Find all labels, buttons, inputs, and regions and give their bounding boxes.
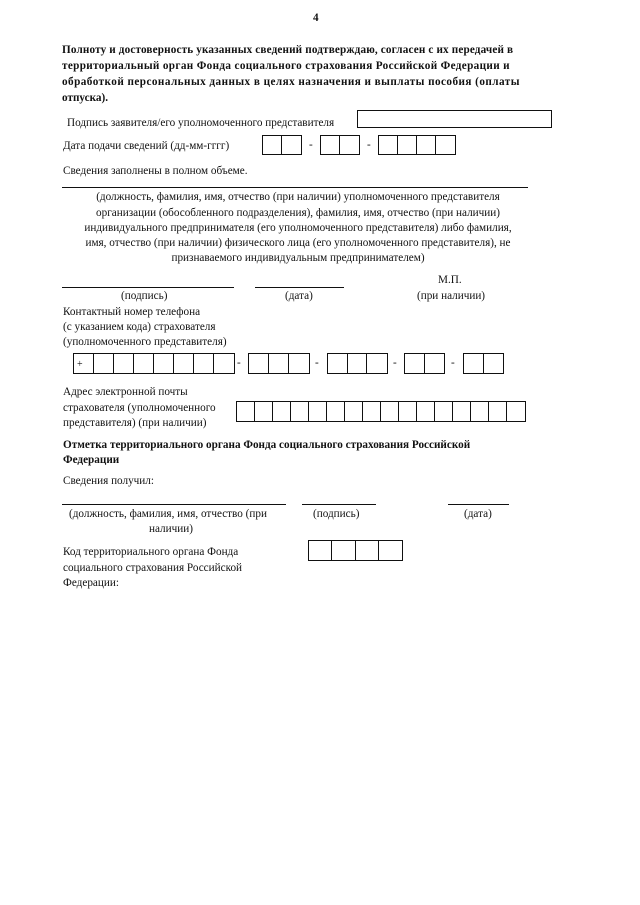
phone-code-cells[interactable] bbox=[248, 353, 310, 374]
email-char-cell[interactable] bbox=[363, 402, 381, 421]
applicant-signature-field[interactable] bbox=[357, 110, 552, 128]
date-day-digit-2[interactable] bbox=[282, 136, 301, 154]
fss-code-label-1: Код территориального органа Фонда bbox=[63, 546, 239, 558]
phone-digit[interactable] bbox=[348, 354, 368, 373]
email-char-cell[interactable] bbox=[309, 402, 327, 421]
phone-digit[interactable] bbox=[269, 354, 289, 373]
phone-digit[interactable] bbox=[194, 354, 214, 373]
email-char-cell[interactable] bbox=[381, 402, 399, 421]
position-caption-2: организации (обособленного подразделения), фамилия, имя, отчество (при наличии) bbox=[96, 207, 500, 219]
fss-code-digit-1[interactable] bbox=[309, 541, 332, 560]
phone-label-3: (уполномоченного представителя) bbox=[63, 336, 227, 348]
received-label: Сведения получил: bbox=[63, 475, 154, 487]
fss-code-label-3: Федерации: bbox=[63, 577, 119, 589]
date-year-digit-1[interactable] bbox=[379, 136, 398, 154]
email-char-cell[interactable] bbox=[237, 402, 255, 421]
date-month-digit-1[interactable] bbox=[321, 136, 340, 154]
phone-plus-sign: + bbox=[77, 359, 83, 370]
date-line[interactable] bbox=[255, 287, 344, 288]
phone-digit[interactable] bbox=[214, 354, 234, 373]
position-caption-1: (должность, фамилия, имя, отчество (при наличии) уполномоченного представителя bbox=[96, 191, 500, 203]
date-year-digit-3[interactable] bbox=[417, 136, 436, 154]
received-caption-2: наличии) bbox=[149, 523, 193, 535]
phone-digit[interactable] bbox=[154, 354, 174, 373]
email-char-cell[interactable] bbox=[453, 402, 471, 421]
phone-digit[interactable] bbox=[174, 354, 194, 373]
phone-digit[interactable] bbox=[484, 354, 504, 373]
email-label-1: Адрес электронной почты bbox=[63, 386, 188, 398]
date-year-cells[interactable] bbox=[378, 135, 456, 155]
phone-digit[interactable] bbox=[425, 354, 445, 373]
phone-label-2: (с указанием кода) страхователя bbox=[63, 321, 216, 333]
date-year-digit-2[interactable] bbox=[398, 136, 417, 154]
confirmation-line-1: Полноту и достоверность указанных сведений подтверждаю, согласен с их передачей в bbox=[62, 44, 514, 56]
phone-plus-cell bbox=[74, 354, 94, 373]
position-caption-3: индивидуального предпринимателя (его уполномоченного представителя) либо фамилия, bbox=[84, 222, 512, 234]
received-signature-line[interactable] bbox=[302, 504, 376, 505]
date-separator-2: - bbox=[367, 139, 371, 151]
fss-code-digit-4[interactable] bbox=[379, 541, 402, 560]
phone-country-cells[interactable] bbox=[73, 353, 235, 374]
email-label-3: представителя) (при наличии) bbox=[63, 417, 207, 429]
position-name-line[interactable] bbox=[62, 187, 528, 188]
fss-heading-2: Федерации bbox=[63, 454, 120, 466]
completeness-statement: Сведения заполнены в полном объеме. bbox=[63, 165, 248, 177]
fss-code-digit-2[interactable] bbox=[332, 541, 355, 560]
phone-separator-1: - bbox=[237, 357, 241, 369]
applicant-signature-label: Подпись заявителя/его уполномоченного представителя bbox=[67, 117, 335, 129]
received-date-caption: (дата) bbox=[464, 508, 492, 520]
email-char-cell[interactable] bbox=[345, 402, 363, 421]
seal-if-any-caption: (при наличии) bbox=[417, 290, 486, 302]
date-day-digit-1[interactable] bbox=[263, 136, 282, 154]
phone-digit[interactable] bbox=[94, 354, 114, 373]
email-char-cell[interactable] bbox=[291, 402, 309, 421]
fss-code-cells[interactable] bbox=[308, 540, 403, 561]
received-date-line[interactable] bbox=[448, 504, 509, 505]
phone-separator-4: - bbox=[451, 357, 455, 369]
seal-label: М.П. bbox=[438, 274, 462, 286]
phone-separator-3: - bbox=[393, 357, 397, 369]
phone-number-part-2-cells[interactable] bbox=[404, 353, 445, 374]
date-separator-1: - bbox=[309, 139, 313, 151]
phone-separator-2: - bbox=[315, 357, 319, 369]
received-signature-caption: (подпись) bbox=[313, 508, 360, 520]
date-month-digit-2[interactable] bbox=[340, 136, 359, 154]
email-char-cell[interactable] bbox=[327, 402, 345, 421]
received-position-line[interactable] bbox=[62, 504, 286, 505]
confirmation-line-3: обработкой персональных данных в целях назначения и выплаты пособия (оплаты bbox=[62, 76, 520, 88]
phone-number-part-3-cells[interactable] bbox=[463, 353, 504, 374]
phone-digit[interactable] bbox=[328, 354, 348, 373]
date-day-cells[interactable] bbox=[262, 135, 302, 155]
email-char-cell[interactable] bbox=[489, 402, 507, 421]
fss-heading-1: Отметка территориального органа Фонда социального страхования Российской bbox=[63, 439, 471, 451]
date-month-cells[interactable] bbox=[320, 135, 360, 155]
signature-line[interactable] bbox=[62, 287, 234, 288]
confirmation-line-4: отпуска). bbox=[62, 92, 108, 104]
email-char-cell[interactable] bbox=[273, 402, 291, 421]
phone-label-1: Контактный номер телефона bbox=[63, 306, 201, 318]
phone-digit[interactable] bbox=[405, 354, 425, 373]
phone-digit[interactable] bbox=[289, 354, 309, 373]
signature-caption: (подпись) bbox=[121, 290, 168, 302]
phone-digit[interactable] bbox=[464, 354, 484, 373]
phone-number-part-1-cells[interactable] bbox=[327, 353, 388, 374]
position-caption-5: признаваемого индивидуальным предпринимателем) bbox=[171, 252, 425, 264]
page-number: 4 bbox=[313, 12, 319, 24]
submission-date-label: Дата подачи сведений (дд-мм-гггг) bbox=[63, 140, 230, 152]
position-caption-4: имя, отчество (при наличии) физического лица (его уполномоченного представителя), не bbox=[85, 237, 511, 249]
phone-digit[interactable] bbox=[367, 354, 387, 373]
email-cells[interactable] bbox=[236, 401, 526, 422]
date-caption: (дата) bbox=[285, 290, 313, 302]
phone-digit[interactable] bbox=[114, 354, 134, 373]
phone-digit[interactable] bbox=[134, 354, 154, 373]
confirmation-line-2: территориальный орган Фонда социального страхования Российской Федерации и bbox=[62, 60, 510, 72]
received-caption-1: (должность, фамилия, имя, отчество (при bbox=[69, 508, 267, 520]
email-char-cell[interactable] bbox=[507, 402, 525, 421]
fss-code-label-2: социального страхования Российской bbox=[63, 562, 243, 574]
email-char-cell[interactable] bbox=[471, 402, 489, 421]
email-char-cell[interactable] bbox=[435, 402, 453, 421]
email-char-cell[interactable] bbox=[417, 402, 435, 421]
fss-code-digit-3[interactable] bbox=[356, 541, 379, 560]
phone-digit[interactable] bbox=[249, 354, 269, 373]
email-char-cell[interactable] bbox=[255, 402, 273, 421]
email-label-2: страхователя (уполномоченного bbox=[63, 402, 216, 414]
date-year-digit-4[interactable] bbox=[436, 136, 455, 154]
email-char-cell[interactable] bbox=[399, 402, 417, 421]
